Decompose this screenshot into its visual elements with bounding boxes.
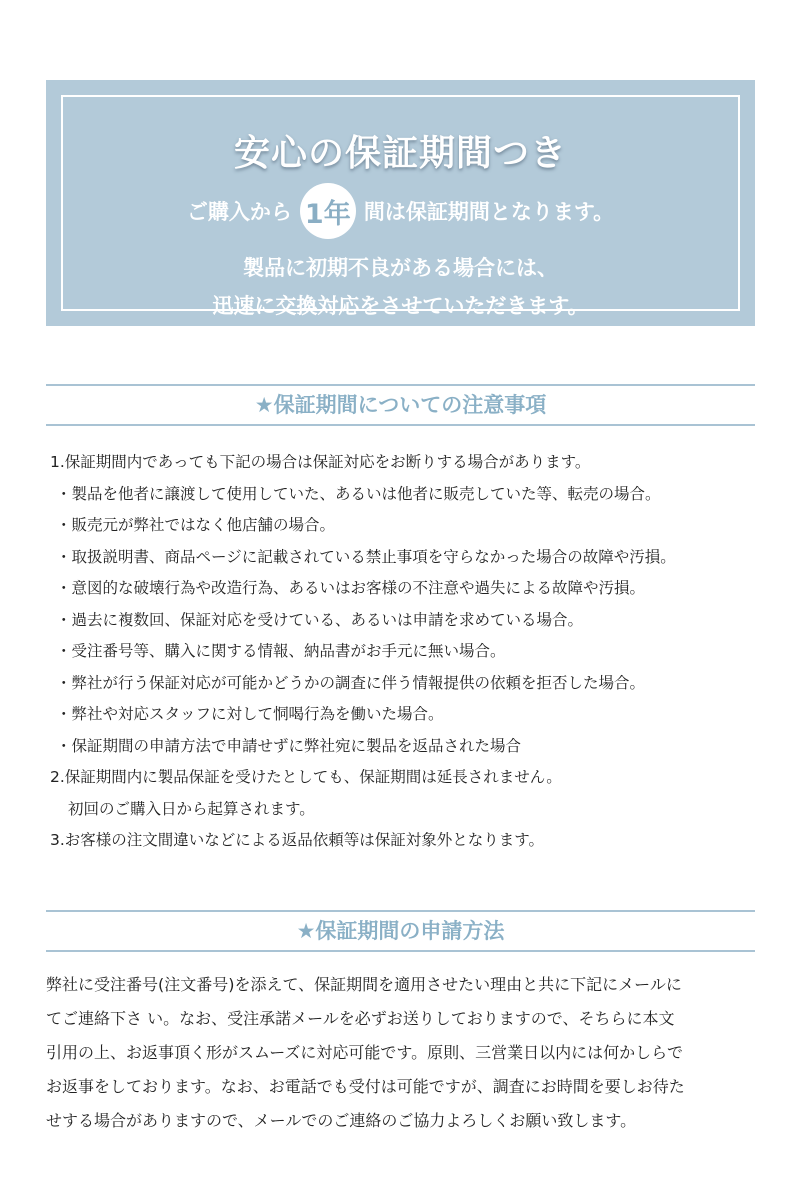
banner-period-line [63,183,738,239]
banner-frame [61,95,740,318]
banner-exchange-line: 迅速に交換対応をさせていただきます。 [212,294,589,318]
apply-paragraph [46,968,758,1138]
paragraph-line: せする場合がありますので、メールでのご連絡のご協力よろしくお願い致します。 [46,1111,637,1130]
note-item: ・弊社や対応スタッフに対して恫喝行為を働いた場合。 [56,705,444,723]
note-item: ・過去に複数回、保証対応を受けている、あるいは申請を求めている場合。 [56,610,584,629]
notes-heading: ★保証期間についての注意事項 [46,384,755,426]
note-item: ・製品を他者に譲渡して使用していた、あるいは他者に販売していた等、転売の場合。 [56,484,661,503]
period-badge: 1年 [300,183,356,239]
note-item: 1.保証期間内であっても下記の場合は保証対応をお断りする場合があります。 [50,453,591,471]
period-suffix: 間は保証期間となります。 [363,200,615,224]
note-item: ・取扱説明書、商品ページに記載されている禁止事項を守らなかった場合の故障や汚損。 [56,547,676,566]
note-item: 2.保証期間内に製品保証を受けたとしても、保証期間は延長されません。 [50,768,562,786]
note-item: ・受注番号等、購入に関する情報、納品書がお手元に無い場合。 [56,642,506,660]
period-prefix: ご購入から [186,200,292,224]
banner-title: 安心の保証期間つき [233,133,567,174]
note-item: ・弊社が行う保証対応が可能かどうかの調査に伴う情報提供の依頼を拒否した場合。 [56,673,646,692]
note-item: ・意図的な破壊行為や改造行為、あるいはお客様の不注意や過失による故障や汚損。 [56,579,646,597]
note-item: 初回のご購入日から起算されます。 [68,799,315,818]
note-item: ・販売元が弊社ではなく他店舗の場合。 [56,516,336,534]
note-item: ・保証期間の申請方法で申請せずに弊社宛に製品を返品された場合 [56,736,522,755]
paragraph-line: 引用の上、お返事頂く形がスムーズに対応可能です。原則、三営業日以内には何かしらで [46,1043,683,1062]
warranty-banner [46,80,755,326]
apply-heading: ★保証期間の申請方法 [46,910,755,952]
note-item: 3.お客様の注文間違いなどによる返品依頼等は保証対象外となります。 [50,831,545,849]
paragraph-line: お返事をしております。なお、お電話でも受付は可能ですが、調査にお時間を要しお待た [46,1077,685,1096]
paragraph-line: てご連絡下さ い。なお、受注承諾メールを必ずお送りしておりますので、そちらに本文 [46,1009,675,1028]
notes-list [46,447,766,857]
banner-defect-line: 製品に初期不良がある場合には、 [243,256,558,280]
paragraph-line: 弊社に受注番号(注文番号)を添えて、保証期間を適用させたい理由と共に下記にメールに [46,975,682,994]
